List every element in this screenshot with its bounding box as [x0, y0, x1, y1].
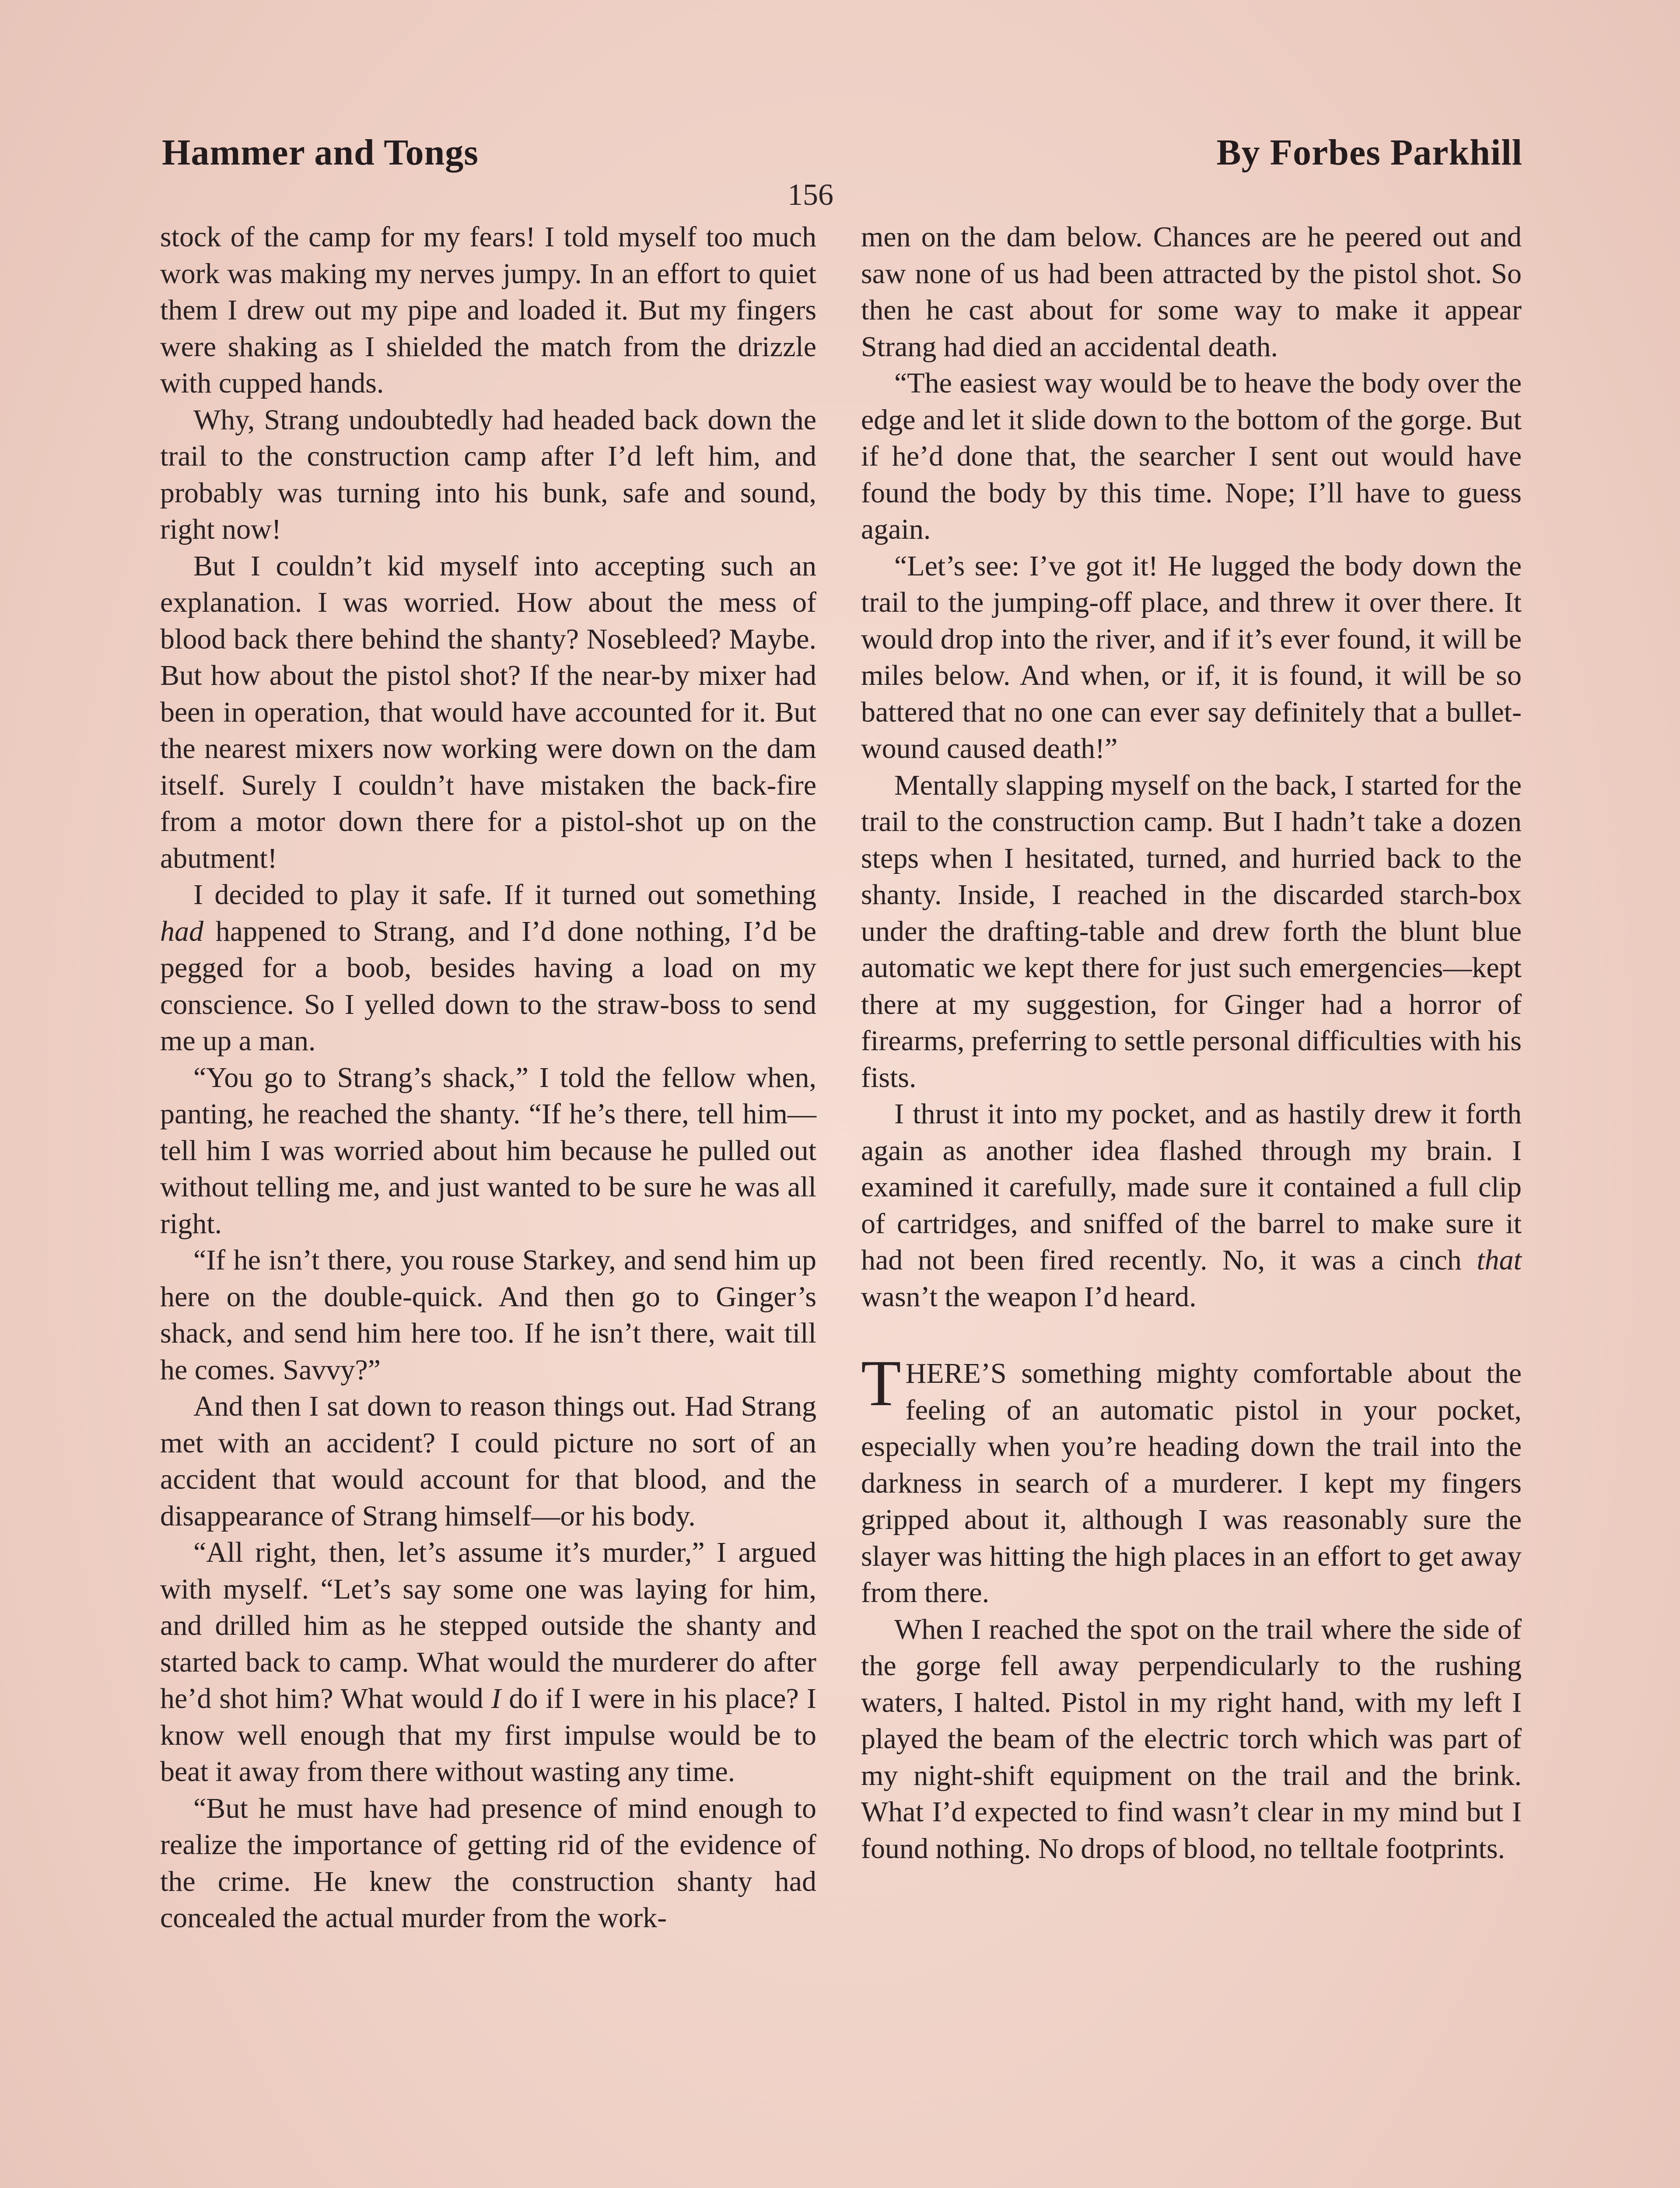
- right-text-column: [861, 219, 1522, 1867]
- text-run: “Let’s see: I’ve got it! He lugged the body down the trail to the jumping-off place, and threw it over there. It would drop into the river, and if it’s ever found, it will be miles below. And when, or if, it is found, it will be so battered that no one can ever say definitely that a bullet-wound caused death!”: [861, 550, 1522, 764]
- paragraph: [861, 1347, 1522, 1611]
- text-run: wasn’t the weapon I’d heard.: [861, 1280, 1197, 1313]
- text-run: When I reached the spot on the trail where the side of the gorge fell away perpendicularly to the rushing waters, I halted. Pistol in my right hand, with my left I played the beam of the electric torch which was part of my night-shift equipment on the trail and the brink. What I’d expected to find wasn’t clear in my mind but I found nothing. No drops of blood, no telltale footprints.: [861, 1613, 1522, 1865]
- page-number: 156: [788, 178, 833, 212]
- italic-text: I: [491, 1683, 501, 1715]
- text-run: I decided to play it safe. If it turned out something: [193, 879, 816, 911]
- text-run: happened to Strang, and I’d done nothing, I’d be pegged for a boob, besides having a load on my conscience. So I yelled down to the straw-boss to send me up a man.: [160, 915, 816, 1057]
- paragraph: [861, 767, 1522, 1096]
- text-run: Mentally slapping myself on the back, I started for the trail to the construction camp. But I hadn’t take a dozen steps when I hesitated, turned, and hurried back to the shanty. Inside, I reached in the discarded starch-box under the drafting-table and drew forth the blunt blue automatic we kept there for just such emergencies—kept there at my suggestion, for Ginger had a horror of firearms, preferring to settle personal difficulties with his fists.: [861, 769, 1522, 1094]
- italic-text: that: [1477, 1244, 1522, 1276]
- paragraph: [861, 1096, 1522, 1315]
- story-title: Hammer and Tongs: [162, 132, 479, 173]
- author-byline: By Forbes Parkhill: [1216, 132, 1522, 173]
- paragraph: [861, 219, 1522, 365]
- paragraph: [160, 1059, 816, 1242]
- text-run: “You go to Strang’s shack,” I told the fellow when, panting, he reached the shanty. “If he’s there, tell him—tell him I was worried about him because he pulled out without telling me, and just wanted to be sure he was all right.: [160, 1061, 816, 1240]
- paragraph: [160, 1242, 816, 1388]
- paragraph: [861, 1611, 1522, 1867]
- paragraph: [160, 219, 816, 402]
- text-run: “But he must have had presence of mind enough to realize the importance of getting rid of the evidence of the crime. He knew the construction shanty had concealed the actual murder from the work-: [160, 1792, 816, 1934]
- text-run: I thrust it into my pocket, and as hastily drew it forth again as another idea flashed through my brain. I examined it carefully, made sure it contained a full clip of cartridges, and sniffed of the barrel to make sure it had not been fired recently. No, it was a cinch: [861, 1098, 1522, 1276]
- italic-text: had: [160, 915, 203, 947]
- text-run: do if I were in his place? I know well enough that my first impulse would be to beat it away from there without wasting any time.: [160, 1683, 816, 1788]
- paragraph: [160, 1790, 816, 1936]
- left-text-column: [160, 219, 816, 1936]
- paragraph: [861, 365, 1522, 548]
- paragraph: [160, 1534, 816, 1790]
- text-run: HERE’S something mighty comfortable about the feeling of an automatic pistol in your pocket, especially when you’re heading down the trail into the darkness in search of a murderer. I kept my fingers gripped about it, although I was reasonably sure the slayer was hitting the high places in an effort to get away from there.: [861, 1357, 1522, 1609]
- paragraph: [160, 1388, 816, 1534]
- paragraph: [160, 877, 816, 1059]
- text-run: stock of the camp for my fears! I told myself too much work was making my nerves jumpy. In an effort to quiet them I drew out my pipe and loaded it. But my fingers were shaking as I shielded the match from the drizzle with cupped hands.: [160, 221, 816, 399]
- text-run: “If he isn’t there, you rouse Starkey, and send him up here on the double-quick. And then go to Ginger’s shack, and send him here too. If he isn’t there, wait till he comes. Savvy?”: [160, 1244, 816, 1386]
- paragraph: [861, 548, 1522, 767]
- paragraph: [160, 402, 816, 548]
- drop-cap: T: [861, 1347, 901, 1420]
- paragraph: [160, 548, 816, 877]
- text-run: But I couldn’t kid myself into accepting such an explanation. I was worried. How about the mess of blood back there behind the shanty? Nosebleed? Maybe. But how about the pistol shot? If the near-by mixer had been in operation, that would have accounted for it. But the nearest mixers now working were down on the dam itself. Surely I couldn’t have mistaken the back-fire from a motor down there for a pistol-shot up on the abutment!: [160, 550, 816, 874]
- text-run: men on the dam below. Chances are he peered out and saw none of us had been attracted by the pistol shot. So then he cast about for some way to make it appear Strang had died an accidental death.: [861, 221, 1522, 363]
- text-run: “All right, then, let’s assume it’s murder,” I argued with myself. “Let’s say some one was laying for him, and drilled him as he stepped outside the shanty and started back to camp. What would the murderer do after he’d shot him? What would: [160, 1536, 816, 1715]
- text-run: “The easiest way would be to heave the body over the edge and let it slide down to the bottom of the gorge. But if he’d done that, the searcher I sent out would have found the body by this time. Nope; I’ll have to guess again.: [861, 367, 1522, 545]
- text-run: And then I sat down to reason things out. Had Strang met with an accident? I could picture no sort of an accident that would account for that blood, and the disappearance of Strang himself—or his body.: [160, 1390, 816, 1532]
- text-run: Why, Strang undoubtedly had headed back down the trail to the construction camp after I’d left him, and probably was turning into his bunk, safe and sound, right now!: [160, 403, 816, 545]
